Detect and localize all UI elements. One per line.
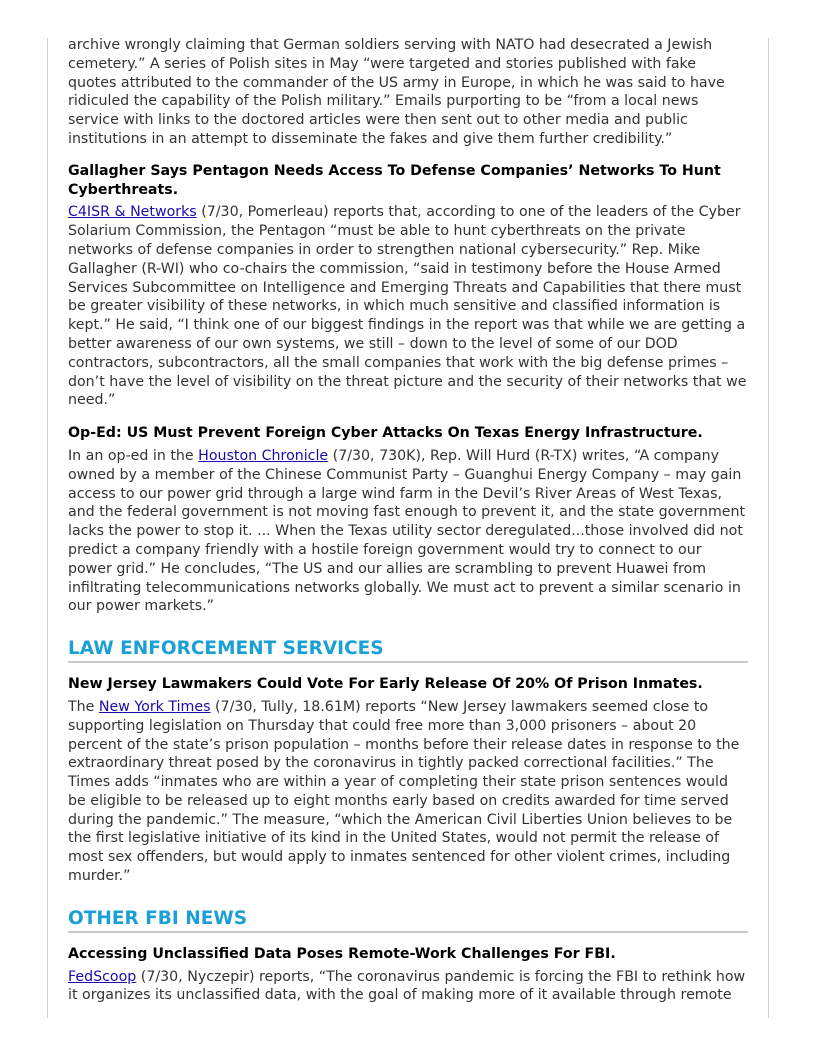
story-body: The New York Times (7/30, Tully, 18.61M) reports “New Jersey lawmakers seemed close to supporting legislation on Thursday that could free more than 3,000 prisoners – about 20 percent of the state’s prison population – months before their release dates in response to the extraordinary threat posed by the coronavirus in tightly packed correctional facilities.” The Times adds “inmates who are within a year of completing their state prison sentences would be eligible to be released up to eight months early based on credits awarded for time served during the pandemic.” The measure, “which the American Civil Liberties Union believes to be the first legislative initiative of its kind in the United States, would not permit the release of most sex offenders, but would apply to inmates sentenced for other violent crimes, including murder.”: [68, 698, 740, 885]
right-margin-rule: [768, 38, 769, 1018]
section-heading-other-fbi-news: OTHER FBI NEWS: [68, 908, 748, 933]
story-headline: Op-Ed: US Must Prevent Foreign Cyber Attacks On Texas Energy Infrastructure.: [68, 425, 703, 442]
intro-paragraph: archive wrongly claiming that German soldiers serving with NATO had desecrated a Jewish cemetery.” A series of Polish sites in May “were targeted and stories published with fake quotes attributed to the commander of the US army in Europe, in which he was said to have ridiculed the capability of the Polish military.” Emails purporting to be “from a local news service with links to the doctored articles were then sent out to other media and public institutions in an attempt to disseminate the fakes and give them further credibility.”: [68, 37, 725, 147]
story-nj-inmates: [68, 675, 748, 886]
source-link-houston-chronicle[interactable]: Houston Chronicle: [198, 447, 329, 464]
story-body: C4ISR & Networks (7/30, Pomerleau) reports that, according to one of the leaders of the Cyber Solarium Commission, the Pentagon “must be able to hunt cyberthreats on the private networks of defense companies in order to strengthen national cybersecurity.” Rep. Mike Gallagher (R-WI) who co-chairs the commission, “said in testimony before the House Armed Services Subcommittee on Intelligence and Emerging Threats and Capabilities that there must be greater visibility of these networks, in which much sensitive and classified information is kept.” He said, “I think one of our biggest findings in the report was that while we are getting a better awareness of our own systems, we still – down to the level of some of our DOD contractors, subcontractors, all the small companies that work with the big defense primes – don’t have the level of visibility on the threat picture and the security of their networks that we need.”: [68, 204, 747, 409]
story-headline: Accessing Unclassified Data Poses Remote-Work Challenges For FBI.: [68, 945, 616, 962]
left-margin-rule: [47, 38, 48, 1018]
story-body: FedScoop (7/30, Nyczepir) reports, “The coronavirus pandemic is forcing the FBI to rethink how it organizes its unclassified data, with the goal of making more of it available through remote: [68, 968, 746, 1004]
story-texas-energy: [68, 424, 748, 616]
source-link-nytimes[interactable]: New York Times: [98, 698, 211, 715]
section-heading-law-enforcement: LAW ENFORCEMENT SERVICES: [68, 638, 748, 663]
source-link-fedscoop[interactable]: FedScoop: [68, 968, 137, 985]
story-headline: New Jersey Lawmakers Could Vote For Early Release Of 20% Of Prison Inmates.: [68, 676, 703, 693]
story-headline: Gallagher Says Pentagon Needs Access To Defense Companies’ Networks To Hunt Cyberthreats.: [68, 162, 721, 198]
story-body: In an op-ed in the Houston Chronicle (7/30, 730K), Rep. Will Hurd (R-TX) writes, “A company owned by a member of the Chinese Communist Party – Guanghui Energy Company – may gain access to our power grid through a large wind farm in the Devil’s River Areas of West Texas, and the federal government is not moving fast enough to prevent it, and the state government lacks the power to stop it. ... When the Texas utility sector deregulated...those involved did not predict a company friendly with a hostile foreign government would try to connect to our power grid.” He concludes, “The US and our allies are scrambling to prevent Huawei from infiltrating telecommunications networks globally. We must act to prevent a similar scenario in our power markets.”: [68, 447, 746, 615]
source-link-c4isr[interactable]: C4ISR & Networks: [68, 204, 197, 221]
story-gallagher: [68, 162, 748, 410]
story-fbi-remote-work: [68, 945, 748, 1005]
newsletter-content: [68, 36, 748, 1019]
